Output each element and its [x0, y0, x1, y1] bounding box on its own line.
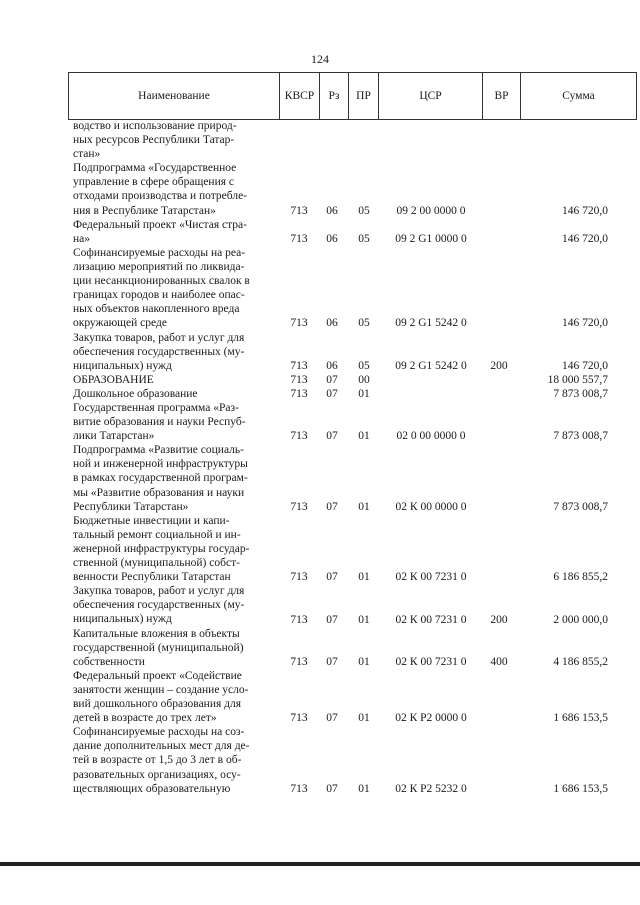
row-name [73, 401, 273, 443]
row-name-line: Софинансируемые расходы на реа- [73, 246, 246, 259]
row-name-line: Закупка товаров, работ и услуг для [73, 331, 245, 344]
table-row [0, 218, 640, 246]
row-name-line: ществляющих образовательную [73, 782, 231, 795]
row-sum: 1 686 153,5 [553, 712, 608, 725]
row-name-line: на» [73, 232, 91, 245]
row-name-line: лизацию мероприятий по ликвида- [73, 260, 245, 273]
table-row [0, 514, 640, 585]
row-name-line: занятости женщин – создание усло- [73, 683, 249, 696]
row-name [73, 331, 273, 373]
row-name-line: ОБРАЗОВАНИЕ [73, 373, 154, 386]
row-csr: 02 К 00 7231 0 [395, 571, 467, 584]
row-sum: 7 873 008,7 [553, 500, 608, 513]
row-pr: 05 [358, 204, 370, 217]
row-pr: 01 [358, 782, 370, 795]
row-name-line: разовательных организациях, осу- [73, 768, 241, 781]
row-rz: 07 [326, 571, 338, 584]
row-name-line: витие образования и науки Респуб- [73, 416, 246, 429]
row-name-line: ниципальных) нужд [73, 613, 172, 626]
row-csr: 09 2 G1 0000 0 [395, 232, 467, 245]
row-sum: 6 186 855,2 [553, 571, 608, 584]
row-sum: 7 873 008,7 [553, 430, 608, 443]
row-name [73, 443, 273, 513]
row-kvsr: 713 [290, 613, 308, 626]
row-sum: 1 686 153,5 [553, 782, 608, 795]
row-rz: 07 [326, 387, 338, 400]
row-pr: 01 [358, 655, 370, 668]
row-name-line: ных ресурсов Республики Татар- [73, 134, 235, 147]
row-rz: 07 [326, 373, 338, 386]
row-name [73, 246, 273, 331]
row-name [73, 514, 273, 584]
table-row [0, 373, 640, 387]
row-name-line: вий дошкольного образования для [73, 698, 242, 711]
header-sum: Сумма [520, 73, 637, 119]
row-sum: 7 873 008,7 [553, 387, 608, 400]
row-rz: 07 [326, 655, 338, 668]
table-row [0, 161, 640, 217]
row-rz: 07 [326, 430, 338, 443]
row-pr: 01 [358, 571, 370, 584]
row-vr: 400 [490, 655, 508, 668]
row-rz: 06 [326, 232, 338, 245]
row-name-line: Федеральный проект «Чистая стра- [73, 218, 247, 231]
row-name [73, 669, 273, 725]
row-name-line: ния в Республике Татарстан» [73, 204, 216, 217]
table-row [0, 246, 640, 331]
row-name-line: Республики Татарстан» [73, 500, 189, 513]
row-name-line: ной и инженерной инфраструктуры [73, 458, 248, 471]
row-name-line: лики Татарстан» [73, 430, 155, 443]
row-rz: 06 [326, 359, 338, 372]
row-name-line: детей в возрасте до трех лет» [73, 712, 217, 725]
row-kvsr: 713 [290, 712, 308, 725]
table-header [68, 72, 637, 120]
row-name [73, 584, 273, 626]
row-name [73, 725, 273, 795]
row-name-line: Закупка товаров, работ и услуг для [73, 585, 245, 598]
row-name-line: водство и использование природ- [73, 120, 237, 132]
row-name-line: Капитальные вложения в объекты [73, 627, 240, 640]
header-csr: ЦСР [378, 73, 482, 119]
row-pr: 01 [358, 387, 370, 400]
table-row [0, 331, 640, 373]
header-vr: ВР [482, 73, 520, 119]
table-row [0, 401, 640, 443]
row-name-line: ции несанкционированных свалок в [73, 275, 250, 288]
row-kvsr: 713 [290, 359, 308, 372]
row-rz: 06 [326, 317, 338, 330]
table-row [0, 669, 640, 725]
table-row [0, 584, 640, 626]
row-sum: 146 720,0 [562, 317, 608, 330]
row-csr: 02 0 00 0000 0 [396, 430, 466, 443]
row-name-line: обеспечения государственных (му- [73, 599, 245, 612]
row-kvsr: 713 [290, 430, 308, 443]
row-vr: 200 [490, 613, 508, 626]
header-pr: ПР [348, 73, 378, 119]
row-pr: 01 [358, 712, 370, 725]
table-row [0, 725, 640, 796]
row-kvsr: 713 [290, 655, 308, 668]
row-name-line: тальный ремонт социальной и ин- [73, 528, 241, 541]
table-row [0, 627, 640, 669]
row-name-line: управление в сфере обращения с [73, 176, 234, 189]
row-name-line: собственности [73, 655, 145, 668]
row-sum: 146 720,0 [562, 232, 608, 245]
row-csr: 02 К 00 7231 0 [395, 613, 467, 626]
row-name-line: в рамках государственной програм- [73, 472, 248, 485]
row-name-line: мы «Развитие образования и науки [73, 486, 245, 499]
row-sum: 146 720,0 [562, 204, 608, 217]
row-sum: 2 000 000,0 [553, 613, 608, 626]
row-name-line: обеспечения государственных (му- [73, 345, 245, 358]
table-row [0, 443, 640, 514]
table-row [0, 119, 640, 161]
row-name [73, 373, 273, 387]
row-csr: 02 К 00 0000 0 [395, 500, 467, 513]
row-name [73, 627, 273, 669]
page-bottom-edge [0, 862, 640, 866]
header-name: Наименование [68, 73, 279, 119]
row-csr: 02 К Р2 0000 0 [395, 712, 467, 725]
row-name-line: Бюджетные инвестиции и капи- [73, 514, 230, 527]
row-name-line: отходами производства и потребле- [73, 190, 248, 203]
row-name-line: Дошкольное образование [73, 387, 198, 400]
row-name-line: Федеральный проект «Содействие [73, 669, 242, 682]
row-name-line: дание дополнительных мест для де- [73, 740, 250, 753]
row-rz: 07 [326, 712, 338, 725]
row-sum: 4 186 855,2 [553, 655, 608, 668]
row-pr: 01 [358, 500, 370, 513]
row-csr: 09 2 G1 5242 0 [395, 359, 467, 372]
row-kvsr: 713 [290, 387, 308, 400]
row-name-line: ственной (муниципальной) собст- [73, 557, 240, 570]
row-name-line: Подпрограмма «Государственное [73, 162, 237, 175]
row-pr: 01 [358, 430, 370, 443]
row-name [73, 119, 273, 161]
row-name-line: государственной (муниципальной) [73, 641, 244, 654]
row-name [73, 218, 273, 246]
row-kvsr: 713 [290, 232, 308, 245]
page-number: 124 [311, 52, 329, 66]
row-kvsr: 713 [290, 317, 308, 330]
row-csr: 09 2 G1 5242 0 [395, 317, 467, 330]
row-rz: 07 [326, 613, 338, 626]
row-kvsr: 713 [290, 571, 308, 584]
row-name-line: окружающей среде [73, 317, 167, 330]
row-name-line: Подпрограмма «Развитие социаль- [73, 444, 244, 457]
row-kvsr: 713 [290, 204, 308, 217]
row-pr: 05 [358, 232, 370, 245]
row-name-line: венности Республики Татарстан [73, 571, 231, 584]
row-csr: 09 2 00 0000 0 [396, 204, 466, 217]
row-name-line: ных объектов накопленного вреда [73, 303, 240, 316]
row-pr: 01 [358, 613, 370, 626]
row-name [73, 161, 273, 217]
row-name-line: ниципальных) нужд [73, 359, 172, 372]
row-pr: 05 [358, 359, 370, 372]
row-kvsr: 713 [290, 500, 308, 513]
row-sum: 18 000 557,7 [547, 373, 608, 386]
row-name-line: стан» [73, 148, 101, 161]
row-rz: 06 [326, 204, 338, 217]
row-kvsr: 713 [290, 782, 308, 795]
row-pr: 05 [358, 317, 370, 330]
row-name-line: тей в возрасте от 1,5 до 3 лет в об- [73, 754, 242, 767]
row-rz: 07 [326, 782, 338, 795]
row-kvsr: 713 [290, 373, 308, 386]
header-kvsr: КВСР [279, 73, 319, 119]
row-rz: 07 [326, 500, 338, 513]
row-csr: 02 К Р2 5232 0 [395, 782, 467, 795]
row-name-line: женерной инфраструктуры государ- [73, 542, 250, 555]
row-name [73, 387, 273, 401]
header-rz: Рз [319, 73, 348, 119]
row-csr: 02 К 00 7231 0 [395, 655, 467, 668]
row-sum: 146 720,0 [562, 359, 608, 372]
row-name-line: Софинансируемые расходы на соз- [73, 726, 245, 739]
row-pr: 00 [358, 373, 370, 386]
row-name-line: границах городов и наиболее опас- [73, 289, 245, 302]
row-name-line: Государственная программа «Раз- [73, 402, 239, 414]
table-row [0, 387, 640, 401]
row-vr: 200 [490, 359, 508, 372]
